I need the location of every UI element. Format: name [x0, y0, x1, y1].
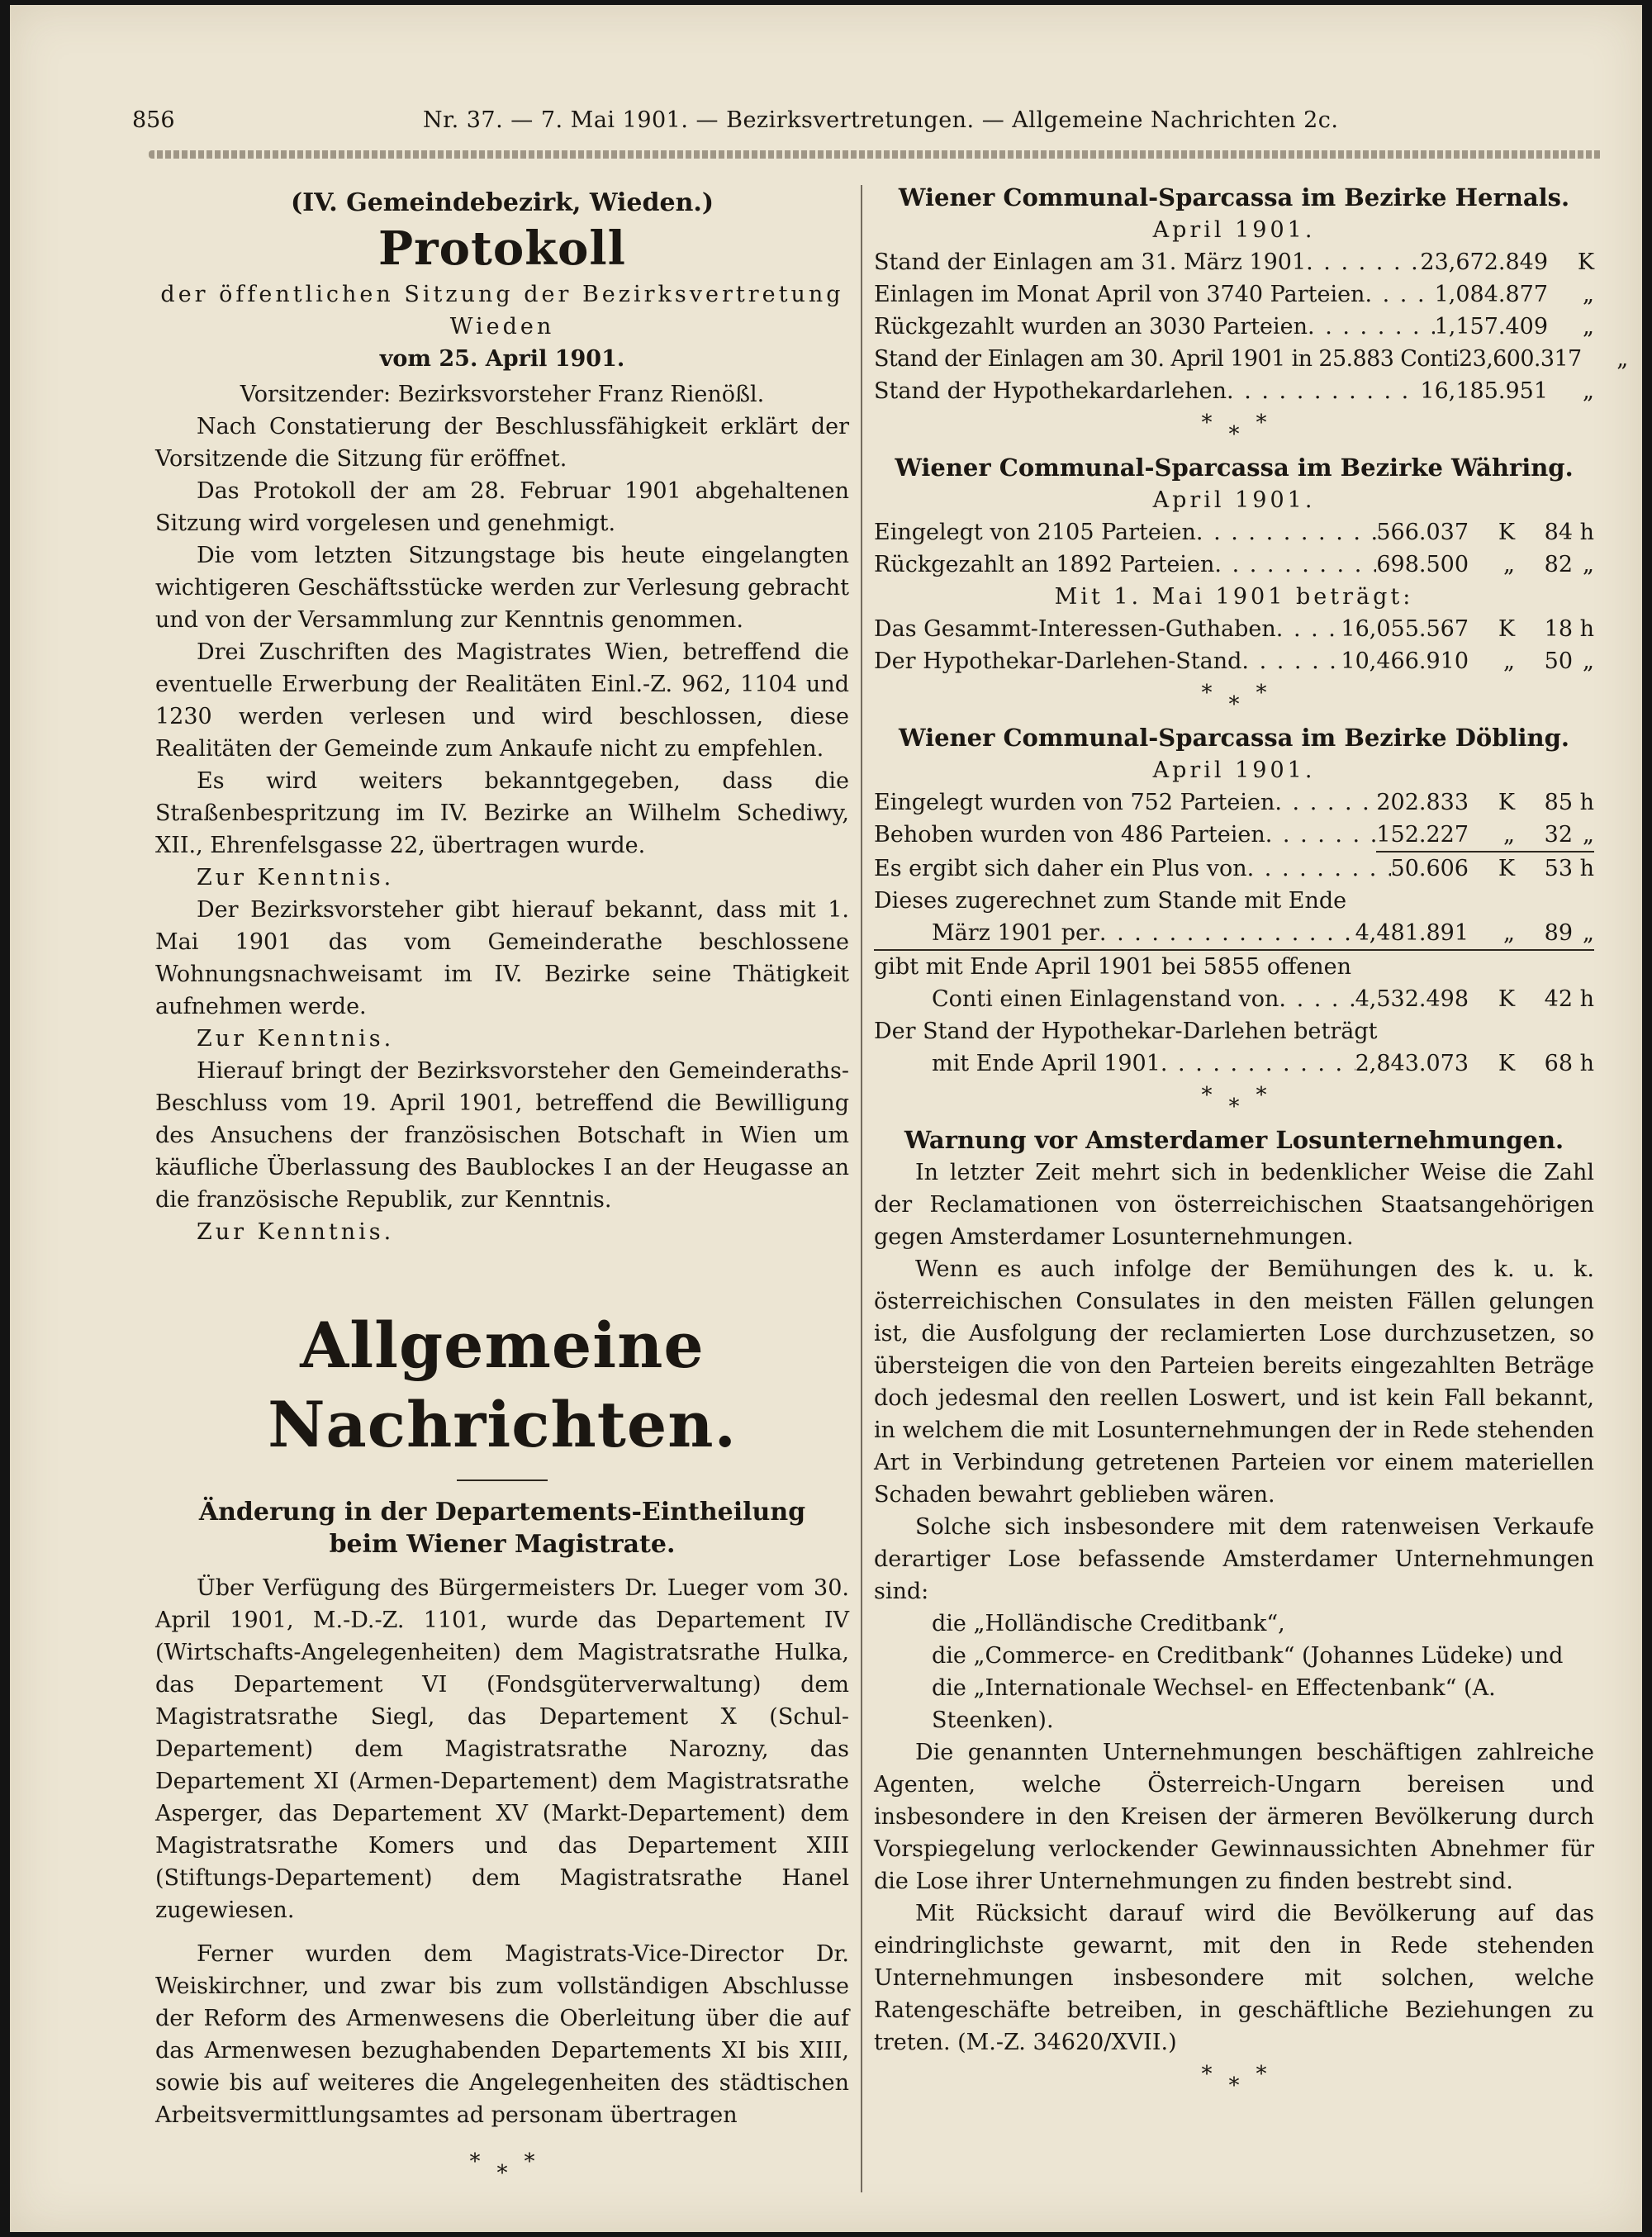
page-header — [132, 107, 1594, 149]
stars-separator: * * * — [469, 2149, 535, 2186]
protocol-paragraph: Es wird weiters bekanntgegeben, dass die Straßenbespritzung im IV. Bezirke an Wilhelm Schediwy, XII., Ehrenfelsgasse 22, übertragen wurde. — [155, 768, 849, 858]
doebling-line: gibt mit Ende April 1901 bei 5855 offenen — [874, 954, 1352, 980]
waehring-midline: Mit 1. Mai 1901 beträgt: — [1054, 584, 1414, 610]
table-row: Das Gesammt-Interessen-Guthaben . . . 16,055.567 K 18 h — [874, 613, 1594, 645]
district-heading: (IV. Gemeindebezirk, Wieden.) — [290, 188, 714, 217]
waehring-month: April 1901. — [1152, 487, 1316, 513]
protocol-paragraph: Drei Zuschriften des Magistrates Wien, betreffend die eventuelle Erwerbung der Realitäten Einl.-Z. 962, 1104 und 1230 werden verlesen und wird beschlossen, diese Realitäten der Gemeinde zum Ankaufe nicht zu empfehlen. — [155, 639, 849, 762]
newspaper-page — [10, 5, 1642, 2232]
waehring-title: Wiener Communal-Sparcassa im Bezirke Währing. — [895, 454, 1574, 482]
warning-paragraph: In letzter Zeit mehrt sich in bedenklicher Weise die Zahl der Reclamationen von österreichischen Staatsangehörigen gegen Amsterdamer Losunternehmungen. — [874, 1160, 1594, 1250]
protocol-subtitle: der öffentlichen Sitzung der Bezirksvertretung Wieden — [160, 282, 844, 340]
hernals-title: Wiener Communal-Sparcassa im Bezirke Hernals. — [898, 183, 1570, 211]
table-row: Einlagen im Monat April von 3740 Parteien . . . 1,084.877 „ — [874, 278, 1594, 311]
warning-paragraph: Die genannten Unternehmungen beschäftigen zahlreiche Agenten, welche Österreich-Ungarn bereisen und insbesondere in den Kreisen der ärmeren Bevölkerung durch Vorspiegelung verlockender Gewinnaussichten Abnehmer für die Lose ihrer Unternehmungen zu finden bestrebt sind. — [874, 1740, 1594, 1894]
warning-paragraph: Mit Rücksicht darauf wird die Bevölkerung auf das eindringlichste gewarnt, mit den in Rede stehenden Unternehmungen insbesondere mit solchen, welche Ratengeschäfte betreiben, in geschäftliche Beziehungen zu treten. (M.-Z. 34620/XVII.) — [874, 1901, 1594, 2055]
doebling-month: April 1901. — [1152, 758, 1316, 783]
running-head: Nr. 37. — 7. Mai 1901. — Bezirksvertretungen. — Allgemeine Nachrichten 2c. — [423, 107, 1339, 133]
table-row: Behoben wurden von 486 Parteien . . . 152.227 „ 32 „ — [874, 819, 1594, 853]
section-title: Allgemeine Nachrichten. — [268, 1308, 737, 1461]
left-column — [155, 182, 849, 2186]
page-number: 856 — [132, 107, 175, 133]
table-row: Eingelegt von 2105 Parteien . . . 566.037 K 84 h — [874, 516, 1594, 549]
header-rule — [149, 150, 1602, 159]
stars-separator: * * * — [1201, 2062, 1267, 2098]
warning-title: Warnung vor Amsterdamer Losunternehmungen. — [904, 1126, 1564, 1154]
right-column — [874, 182, 1628, 2098]
protocol-paragraph: Hierauf bringt der Bezirksvorsteher den Gemeinderaths-Beschluss vom 19. April 1901, betreffend die Bewilligung des Ansuchens der französischen Botschaft in Wien um käufliche Überlassung des Baublockes I an der Heugasse an die französische Republik, zur Kenntnis. — [155, 1058, 849, 1213]
list-item: die „Commerce- en Creditbank“ (Johannes Lüdeke) und — [932, 1643, 1564, 1669]
protocol-note: Zur Kenntnis. — [197, 1219, 395, 1245]
hernals-month: April 1901. — [1152, 217, 1316, 243]
protocol-date: vom 25. April 1901. — [379, 346, 625, 372]
protocol-paragraph: Der Bezirksvorsteher gibt hierauf bekannt, dass mit 1. Mai 1901 das vom Gemeinderathe beschlossene Wohnungsnachweisamt im IV. Bezirke seine Thätigkeit aufnehmen werde. — [155, 897, 849, 1019]
list-item: die „Internationale Wechsel- en Effectenbank“ (A. Steenken). — [932, 1675, 1496, 1733]
protocol-paragraph: Das Protokoll der am 28. Februar 1901 abgehaltenen Sitzung wird vorgelesen und genehmigt. — [155, 478, 849, 536]
table-row: Es ergibt sich daher ein Plus von . . . 50.606 K 53 h — [874, 853, 1594, 885]
table-row: Conti einen Einlagenstand von . . . 4,532.498 K 42 h — [874, 983, 1594, 1015]
column-divider — [861, 185, 862, 2192]
table-row: Eingelegt wurden von 752 Parteien . . . 202.833 K 85 h — [874, 786, 1594, 819]
protocol-note: Zur Kenntnis. — [197, 865, 395, 891]
stars-separator: * * * — [1201, 411, 1267, 447]
chair-line: Vorsitzender: Bezirksvorsteher Franz Rienößl. — [240, 382, 765, 407]
protocol-title: Protokoll — [378, 221, 626, 276]
table-row: Stand der Einlagen am 31. März 1901 . . . 23,672.849 K — [874, 246, 1594, 278]
protocol-paragraph: Die vom letzten Sitzungstage bis heute eingelangten wichtigeren Geschäftsstücke werden zur Verlesung gebracht und von der Versammlung zur Kenntnis genommen. — [155, 543, 849, 633]
doebling-line: Dieses zugerechnet zum Stande mit Ende — [874, 888, 1347, 914]
table-row: Rückgezahlt an 1892 Parteien . . . 698.500 „ 82 „ — [874, 549, 1594, 581]
section-rule — [457, 1479, 548, 1481]
company-list — [874, 1608, 1594, 1736]
table-row: mit Ende April 1901 . . . 2,843.073 K 68 h — [874, 1047, 1594, 1080]
list-item: die „Holländische Creditbank“, — [932, 1611, 1285, 1636]
protocol-note: Zur Kenntnis. — [197, 1026, 395, 1052]
protocol-paragraph: Nach Constatierung der Beschlussfähigkeit erklärt der Vorsitzende die Sitzung für eröffnet. — [155, 414, 849, 472]
table-row: Der Hypothekar-Darlehen-Stand . . . 10,466.910 „ 50 „ — [874, 645, 1594, 677]
stars-separator: * * * — [1201, 1083, 1267, 1119]
article-paragraph: Ferner wurden dem Magistrats-Vice-Director Dr. Weiskirchner, und zwar bis zum vollständigen Abschlusse der Reform des Armenwesens die Oberleitung über die auf das Armenwesen bezughabenden Departements XI bis XIII, sowie bis auf weiteres die Angelegenheiten des städtischen Arbeitsvermittlungsamtes ad personam übertragen — [155, 1941, 849, 2128]
warning-paragraph: Wenn es auch infolge der Bemühungen des k. u. k. österreichischen Consulates in den meisten Fällen gelungen ist, die Ausfolgung der reclamierten Lose durchzusetzen, so übersteigen die von den Parteien bereits eingezahlten Beträge doch jedesmal den reellen Loswert, und ist kein Fall bekannt, in welchem die mit Losunternehmungen der in Rede stehenden Art in Verbindung getretenen Parteien vor einem materiellen Schaden bewahrt geblieben wären. — [874, 1256, 1594, 1508]
doebling-line: Der Stand der Hypothekar-Darlehen beträgt — [874, 1019, 1378, 1044]
table-row: Rückgezahlt wurden an 3030 Parteien . . . 1,157.409 „ — [874, 311, 1594, 343]
table-row: Stand der Hypothekardarlehen . . . 16,185.951 „ — [874, 375, 1594, 407]
warning-paragraph: Solche sich insbesondere mit dem ratenweisen Verkaufe derartiger Lose befassende Amsterdamer Unternehmungen sind: — [874, 1514, 1594, 1604]
article-title: Änderung in der Departements-Eintheilung beim Wiener Magistrate. — [198, 1498, 806, 1559]
article-paragraph: Über Verfügung des Bürgermeisters Dr. Lueger vom 30. April 1901, M.-D.-Z. 1101, wurde das Departement IV (Wirtschafts-Angelegenheiten) dem Magistratsrathe Hulka, das Departement VI (Fondsgüterverwaltung) dem Magistratsrathe Siegl, das Departement X (Schul-Departement) dem Magistratsrathe Narozny, das Departement XI (Armen-Departement) dem Magistratsrathe Asperger, das Departement XV (Markt-Departement) dem Magistratsrathe Komers und das Departement XIII (Stiftungs-Departement) dem Magistratsrathe Hanel zugewiesen. — [155, 1575, 849, 1923]
table-row: März 1901 per . . . 4,481.891 „ 89 „ — [874, 917, 1594, 951]
stars-separator: * * * — [1201, 681, 1267, 717]
doebling-title: Wiener Communal-Sparcassa im Bezirke Döbling. — [899, 724, 1569, 752]
table-row: Stand der Einlagen am 30. April 1901 in 25.883 Conti 23,600.317 „ — [874, 346, 1628, 372]
